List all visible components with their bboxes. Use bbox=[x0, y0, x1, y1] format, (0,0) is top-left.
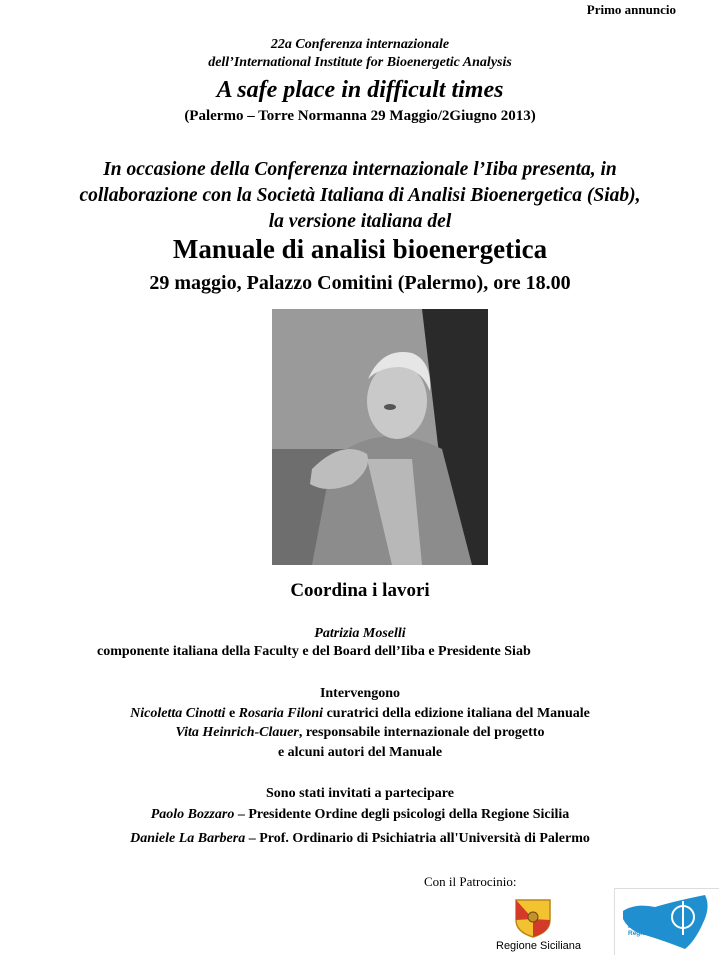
coordinator-heading: Coordina i lavori bbox=[290, 580, 430, 601]
portrait-photo bbox=[272, 309, 488, 565]
ordine-line-2: Psicologi bbox=[628, 923, 657, 930]
intro-paragraph bbox=[0, 157, 720, 235]
speakers-heading: Intervengono bbox=[319, 686, 401, 701]
invited-2-role: – Prof. Ordinario di Psichiatria all'Università di Palermo bbox=[245, 831, 590, 846]
intro-line-3: la versione italiana del bbox=[268, 211, 452, 232]
presentation-details: 29 maggio, Palazzo Comitini (Palermo), ore 18.00 bbox=[149, 272, 571, 294]
announcement-label: Primo annuncio bbox=[586, 2, 676, 17]
coordinator-role: componente italiana della Faculty e del Board dell’Iiba e Presidente Siab bbox=[97, 644, 531, 659]
speaker-2-name: Rosaria Filoni bbox=[238, 706, 324, 721]
invited-line-2 bbox=[0, 831, 720, 847]
speakers-line-2 bbox=[0, 725, 720, 741]
speakers-1-2-role: curatrici della edizione italiana del Manuale bbox=[323, 706, 590, 721]
region-label: Regione Siciliana bbox=[496, 940, 581, 952]
speakers-other: e alcuni autori del Manuale bbox=[277, 745, 443, 760]
invited-2-name: Daniele La Barbera bbox=[130, 831, 246, 846]
ordine-line-3: Regione Sicilia bbox=[628, 930, 675, 937]
invited-1-role: – Presidente Ordine degli psicologi della Regione Sicilia bbox=[234, 807, 570, 822]
conference-line-1: 22a Conferenza internazionale bbox=[270, 37, 450, 52]
speaker-3-name: Vita Heinrich-Clauer bbox=[175, 725, 299, 740]
conference-line-2: dell’International Institute for Bioenergetic Analysis bbox=[208, 55, 512, 70]
patronage-label: Con il Patrocinio: bbox=[424, 874, 517, 889]
ordine-line-1: Ordine bbox=[628, 916, 649, 923]
conference-title: A safe place in difficult times bbox=[216, 77, 504, 103]
speakers-line-1 bbox=[0, 706, 720, 722]
region-coat-of-arms-icon bbox=[514, 898, 552, 938]
conference-place-dates: (Palermo – Torre Normanna 29 Maggio/2Giugno 2013) bbox=[184, 108, 536, 124]
speaker-conjunction: e bbox=[225, 706, 239, 721]
intro-line-2: collaborazione con la Società Italiana di Analisi Bioenergetica (Siab), bbox=[79, 185, 641, 206]
speaker-3-role: , responsabile internazionale del progetto bbox=[298, 725, 545, 740]
portrait-illustration bbox=[272, 309, 488, 565]
speaker-1-name: Nicoletta Cinotti bbox=[130, 706, 226, 721]
book-title: Manuale di analisi bioenergetica bbox=[172, 234, 548, 264]
invited-1-name: Paolo Bozzaro bbox=[150, 807, 235, 822]
intro-line-1: In occasione della Conferenza internazionale l’Iiba presenta, in bbox=[103, 159, 617, 180]
invited-heading: Sono stati invitati a partecipare bbox=[266, 786, 454, 801]
ordine-psicologi-text bbox=[628, 916, 674, 937]
invited-line-1 bbox=[0, 807, 720, 823]
coordinator-name: Patrizia Moselli bbox=[314, 626, 406, 641]
